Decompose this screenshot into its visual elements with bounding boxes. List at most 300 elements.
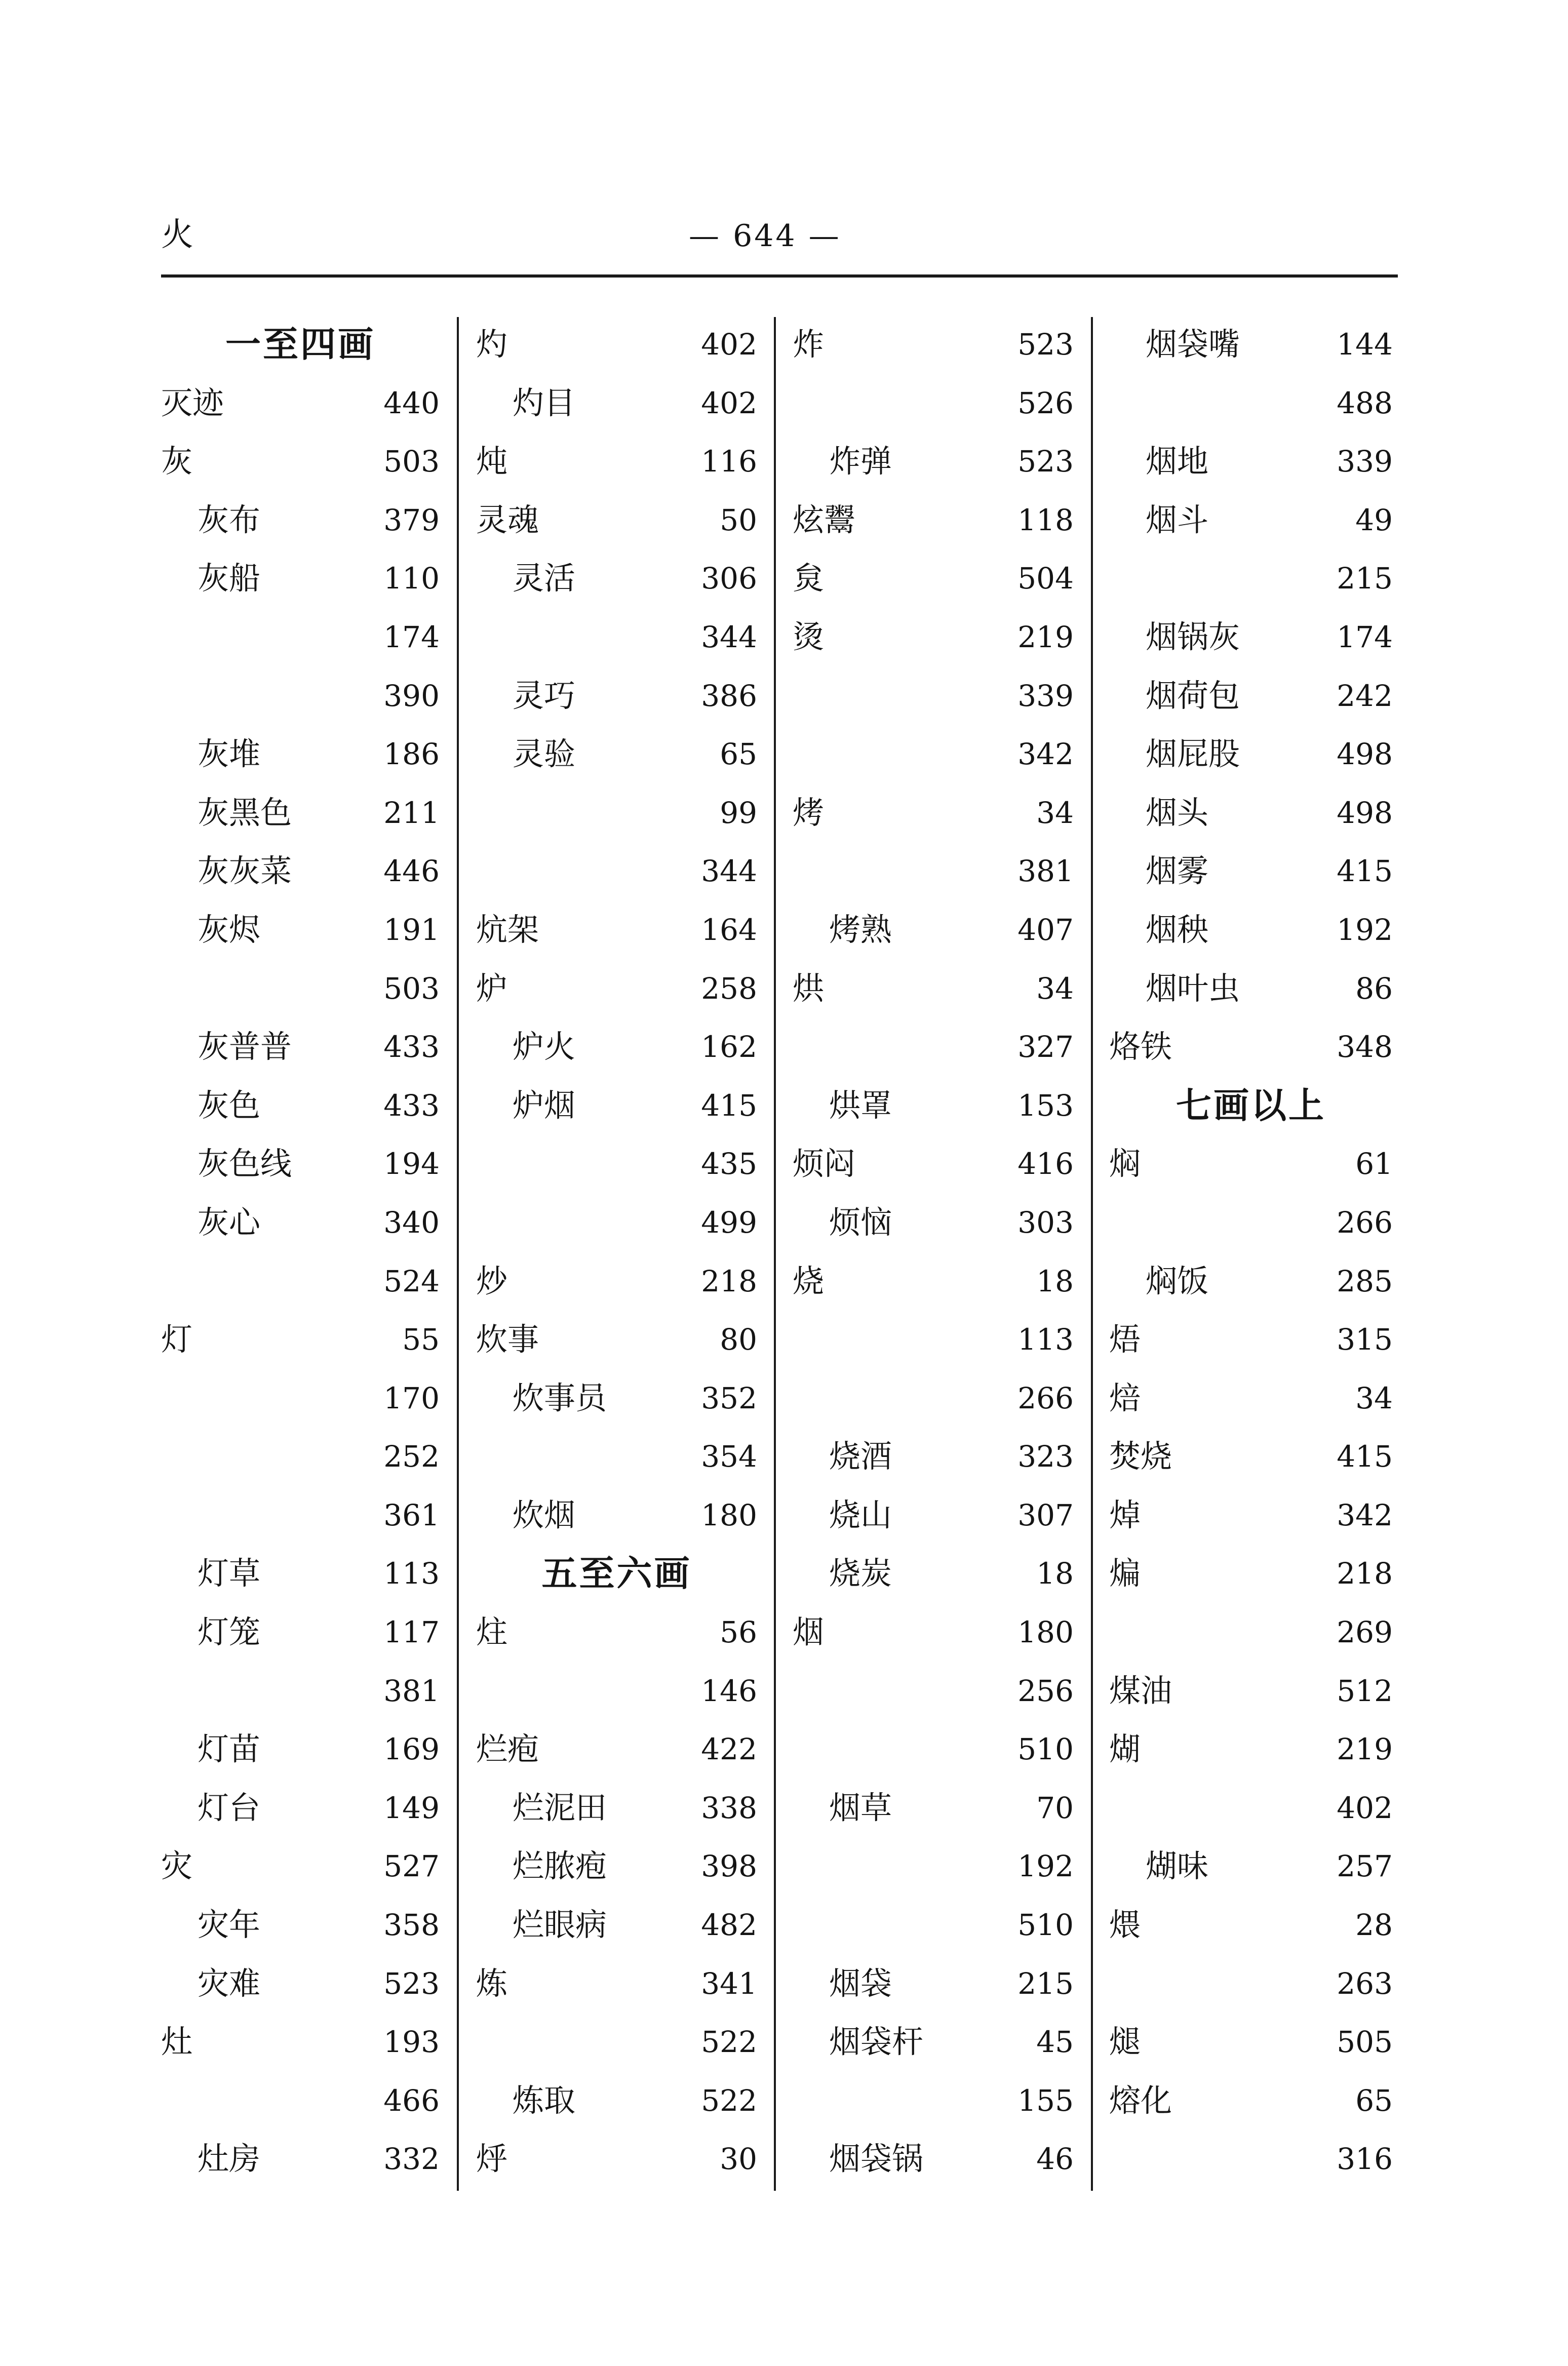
page-reference: 338 [701,1790,757,1825]
page-reference: 28 [1355,1908,1393,1943]
index-entry [793,1896,1074,1954]
page-reference: 256 [1017,1673,1074,1708]
page-reference: 446 [383,854,440,889]
index-entry [161,1193,440,1252]
index-entry [476,1252,757,1311]
index-entry [1109,315,1393,374]
heading-text: 一至四画 [225,324,375,365]
entry-term: 烟雾 [1146,852,1209,890]
entry-term: 灯笼 [198,1613,261,1651]
entry-term: 烦闷 [793,1145,856,1182]
entry-term: 炸弹 [829,443,892,480]
stroke-group-heading [161,315,440,374]
index-entry [476,2013,757,2071]
page-reference: 174 [1337,619,1393,654]
page-reference: 55 [402,1322,440,1357]
entry-term: 炉 [476,969,508,1007]
page-reference: 523 [1017,444,1074,479]
entry-term: 炒 [476,1262,508,1299]
index-entry [793,1954,1074,2013]
index-column-3 [793,315,1074,2199]
index-entry [1109,608,1393,666]
page-reference: 34 [1036,795,1074,830]
page-reference: 34 [1355,1381,1393,1415]
page-reference: 523 [383,1966,440,2001]
entry-term: 炷 [476,1613,508,1651]
entry-term: 灵验 [513,735,576,773]
index-entry [793,374,1074,432]
entry-term: 烟袋杆 [829,2023,924,2061]
page-reference: 269 [1337,1615,1393,1650]
index-entry [161,491,440,549]
index-entry [161,842,440,900]
index-entry [161,725,440,783]
page-reference: 407 [1017,912,1074,947]
index-entry [793,842,1074,900]
index-entry [1109,900,1393,959]
entry-term: 烟屁股 [1146,735,1240,773]
entry-term: 灾年 [198,1906,261,1944]
entry-term: 灯苗 [198,1730,261,1768]
index-entry [161,1837,440,1896]
page-reference: 303 [1017,1205,1074,1240]
page-reference: 433 [383,1088,440,1123]
index-entry [793,725,1074,783]
entry-term: 炕架 [476,911,539,948]
index-entry [161,1954,440,2013]
entry-term: 灾 [161,1847,193,1885]
index-entry [1109,1310,1393,1369]
page-reference: 354 [701,1439,757,1474]
page-reference: 498 [1337,795,1393,830]
index-entry [1109,1720,1393,1779]
index-entry [1109,1896,1393,1954]
index-entry [161,900,440,959]
index-entry [793,1076,1074,1135]
page-reference: 327 [1017,1030,1074,1064]
entry-term: 烟袋锅 [829,2140,924,2178]
entry-term: 焖 [1109,1145,1141,1182]
page-reference: 113 [1017,1322,1074,1357]
index-entry [793,1720,1074,1779]
index-entry [476,432,757,491]
page-reference: 65 [1355,2083,1393,2118]
page-reference: 285 [1337,1264,1393,1298]
index-entry [1109,549,1393,608]
entry-term: 灯草 [198,1555,261,1592]
index-entry [793,1779,1074,1837]
index-entry [793,608,1074,666]
entry-term: 烂脓疱 [513,1847,607,1885]
page-reference: 219 [1337,1732,1393,1767]
page-reference: 174 [383,619,440,654]
page-reference: 512 [1337,1673,1393,1708]
index-entry [1109,1662,1393,1720]
page-reference: 61 [1355,1147,1393,1181]
index-entry [793,1486,1074,1545]
index-entry [476,842,757,900]
index-entry [1109,725,1393,783]
index-entry [161,1134,440,1193]
page-reference: 211 [383,795,440,830]
index-entry [793,900,1074,959]
index-entry [793,549,1074,608]
entry-term: 烟头 [1146,794,1209,831]
index-entry [476,1896,757,1954]
entry-term: 灼目 [513,384,576,421]
index-entry [476,1017,757,1076]
entry-term: 焐 [1109,1321,1141,1358]
index-entry [1109,491,1393,549]
index-entry [793,1369,1074,1428]
page-reference: 153 [1017,1088,1074,1123]
entry-term: 灰色 [198,1086,261,1124]
page-reference: 306 [701,561,757,596]
index-entry [476,725,757,783]
index-entry [161,1076,440,1135]
index-entry [793,1252,1074,1311]
index-entry [793,1837,1074,1896]
page-reference: 180 [1017,1615,1074,1650]
index-entry [1109,842,1393,900]
index-entry [476,1837,757,1896]
page-reference: 504 [1017,561,1074,596]
page-reference: 386 [701,678,757,713]
index-entry [476,1603,757,1662]
entry-term: 烧山 [829,1496,892,1533]
index-entry [476,315,757,374]
page-reference: 315 [1337,1322,1393,1357]
page-reference: 162 [701,1030,757,1064]
entry-term: 烟叶虫 [1146,969,1240,1007]
index-entry [1109,2071,1393,2130]
index-entry [793,315,1074,374]
page-reference: 86 [1355,971,1393,1006]
entry-term: 炱 [793,560,825,597]
index-entry [1109,1837,1393,1896]
page-reference: 352 [701,1381,757,1415]
page-reference: 215 [1337,561,1393,596]
index-entry [476,2130,757,2188]
entry-term: 烀 [476,2140,508,2178]
index-entry [1109,1544,1393,1603]
entry-term: 烟地 [1146,443,1209,480]
page-reference: 498 [1337,737,1393,772]
index-entry [1109,1427,1393,1486]
entry-term: 灰灰菜 [198,852,292,890]
page-reference: 381 [1017,854,1074,889]
index-entry [476,374,757,432]
page-reference: 422 [701,1732,757,1767]
entry-term: 灰心 [198,1203,261,1241]
page-reference: 341 [701,1966,757,2001]
entry-term: 烧酒 [829,1438,892,1475]
stroke-group-heading [476,1544,757,1603]
index-entry [1109,1603,1393,1662]
entry-term: 炊事员 [513,1379,607,1416]
index-entry [161,666,440,725]
page-reference: 526 [1017,385,1074,420]
index-entry [476,1486,757,1545]
index-entry [161,1662,440,1720]
page-reference: 117 [383,1615,440,1650]
index-entry [161,432,440,491]
index-entry [161,1427,440,1486]
index-entry [1109,1779,1393,1837]
page-reference: 415 [1337,1439,1393,1474]
entry-term: 烟草 [829,1789,892,1826]
page-reference: 402 [701,385,757,420]
index-entry [476,549,757,608]
entry-term: 灰烬 [198,911,261,948]
index-entry [793,2071,1074,2130]
entry-term: 炉烟 [513,1086,576,1124]
page-reference: 342 [1337,1497,1393,1532]
index-entry [161,2071,440,2130]
entry-term: 炫鬻 [793,501,856,538]
index-entry [476,2071,757,2130]
page-reference: 70 [1036,1790,1074,1825]
page-reference: 116 [701,444,757,479]
page-reference: 80 [720,1322,757,1357]
heading-text: 七画以上 [1176,1084,1326,1126]
page-reference: 242 [1337,678,1393,713]
index-entry [793,432,1074,491]
entry-term: 灰船 [198,560,261,597]
entry-term: 烟秧 [1146,911,1209,948]
entry-term: 炸 [793,326,825,363]
page-reference: 402 [701,327,757,362]
page-reference: 50 [720,502,757,537]
page-reference: 45 [1036,2025,1074,2060]
index-entry [1109,432,1393,491]
index-entry [1109,2130,1393,2188]
entry-term: 烟 [793,1613,825,1651]
index-entry [161,374,440,432]
entry-term: 熔化 [1109,2081,1172,2119]
page-reference: 435 [701,1147,757,1181]
entry-term: 灰普普 [198,1028,292,1066]
page-reference: 110 [383,561,440,596]
page-reference: 46 [1036,2142,1074,2177]
page-reference: 65 [720,737,757,772]
page-reference: 398 [701,1849,757,1884]
index-entry [161,1896,440,1954]
page-reference: 358 [383,1908,440,1943]
index-entry [161,1779,440,1837]
index-entry [1109,1369,1393,1428]
index-column-4 [1109,315,1393,2199]
entry-term: 烧炭 [829,1555,892,1592]
page-reference: 169 [383,1732,440,1767]
page-reference: 482 [701,1908,757,1943]
page-reference: 524 [383,1264,440,1298]
page-reference: 155 [1017,2083,1074,2118]
index-entry [161,1369,440,1428]
index-entry [476,1310,757,1369]
page-number: — 644 — [689,218,841,254]
entry-term: 焚烧 [1109,1438,1172,1475]
page-reference: 503 [383,444,440,479]
entry-term: 炼取 [513,2081,576,2119]
index-entry [476,1193,757,1252]
index-entry [793,1662,1074,1720]
index-entry [476,491,757,549]
entry-term: 灾难 [198,1964,261,2002]
entry-term: 焖饭 [1146,1262,1209,1299]
entry-term: 灶房 [198,2140,261,2178]
stroke-group-heading [1109,1076,1393,1135]
index-entry [161,783,440,842]
page-reference: 379 [383,502,440,537]
page-reference: 339 [1337,444,1393,479]
index-entry [161,2013,440,2071]
index-entry [793,2013,1074,2071]
page-reference: 307 [1017,1497,1074,1532]
index-entry [793,1603,1074,1662]
page-reference: 523 [1017,327,1074,362]
index-entry [793,1544,1074,1603]
entry-term: 烂眼病 [513,1906,607,1944]
page-reference: 488 [1337,385,1393,420]
entry-term: 烦恼 [829,1203,892,1241]
page-reference: 191 [383,912,440,947]
entry-term: 灵巧 [513,677,576,714]
entry-term: 灵魂 [476,501,539,538]
entry-term: 灯台 [198,1789,261,1826]
entry-term: 煳味 [1146,1847,1209,1885]
page-reference: 440 [383,385,440,420]
entry-term: 焙 [1109,1379,1141,1416]
entry-term: 煨 [1109,1906,1141,1944]
page-reference: 266 [1337,1205,1393,1240]
entry-term: 烟荷包 [1146,677,1240,714]
page-reference: 344 [701,619,757,654]
page-reference: 503 [383,971,440,1006]
entry-term: 炊事 [476,1321,539,1358]
page-reference: 499 [701,1205,757,1240]
entry-term: 烘 [793,969,825,1007]
page-reference: 266 [1017,1381,1074,1415]
page-reference: 416 [1017,1147,1074,1181]
index-entry [161,1017,440,1076]
page-reference: 146 [701,1673,757,1708]
index-entry [793,959,1074,1018]
page-reference: 218 [701,1264,757,1298]
index-entry [793,783,1074,842]
index-entry [161,1544,440,1603]
column-divider [457,317,459,2191]
page-reference: 323 [1017,1439,1074,1474]
index-entry [161,959,440,1018]
page-reference: 390 [383,678,440,713]
column-divider [774,317,776,2191]
index-entry [476,1134,757,1193]
page-reference: 170 [383,1381,440,1415]
entry-term: 灰堆 [198,735,261,773]
index-entry [476,1779,757,1837]
entry-term: 烤 [793,794,825,831]
page-reference: 340 [383,1205,440,1240]
entry-term: 烤熟 [829,911,892,948]
entry-term: 烟袋 [829,1964,892,2002]
index-entry [1109,959,1393,1018]
page-reference: 194 [383,1147,440,1181]
entry-term: 灰 [161,443,193,480]
index-entry [476,900,757,959]
page-reference: 348 [1337,1030,1393,1064]
radical-heading: 火 [161,216,193,254]
page-reference: 339 [1017,678,1074,713]
entry-term: 灰色线 [198,1145,292,1182]
page-reference: 99 [720,795,757,830]
index-entry [793,1427,1074,1486]
index-entry [476,1369,757,1428]
index-entry [161,608,440,666]
page-reference: 49 [1355,502,1393,537]
index-entry [793,1310,1074,1369]
page-reference: 361 [383,1497,440,1532]
entry-term: 煺 [1109,2023,1141,2061]
entry-term: 烫 [793,618,825,655]
entry-term: 灶 [161,2023,193,2061]
entry-term: 烘罩 [829,1086,892,1124]
entry-term: 炊烟 [513,1496,576,1533]
index-entry [1109,1954,1393,2013]
index-entry [793,1134,1074,1193]
page-reference: 180 [701,1497,757,1532]
index-entry [161,1603,440,1662]
entry-term: 烂泥田 [513,1789,607,1826]
index-entry [1109,783,1393,842]
index-entry [476,1076,757,1135]
entry-term: 灭迹 [161,384,224,421]
entry-term: 灼 [476,326,508,363]
entry-term: 炖 [476,443,508,480]
entry-term: 灵活 [513,560,576,597]
index-entry [1109,1486,1393,1545]
index-entry [793,2130,1074,2188]
page-reference: 257 [1337,1849,1393,1884]
page-reference: 113 [383,1556,440,1591]
index-entry [161,1720,440,1779]
index-entry [1109,1252,1393,1311]
index-entry [793,666,1074,725]
page-reference: 218 [1337,1556,1393,1591]
index-entry [476,666,757,725]
index-entry [1109,1017,1393,1076]
index-entry [476,608,757,666]
entry-term: 烟袋嘴 [1146,326,1240,363]
page-reference: 527 [383,1849,440,1884]
index-entry [161,549,440,608]
entry-term: 煤油 [1109,1672,1172,1709]
page-reference: 192 [1337,912,1393,947]
index-entry [161,1310,440,1369]
heading-text: 五至六画 [541,1553,692,1595]
entry-term: 煸 [1109,1555,1141,1592]
page-reference: 415 [1337,854,1393,889]
page-reference: 149 [383,1790,440,1825]
page-reference: 56 [720,1615,757,1650]
entry-term: 炉火 [513,1028,576,1066]
page-reference: 522 [701,2083,757,2118]
index-entry [1109,374,1393,432]
index-entry [793,1017,1074,1076]
page-reference: 252 [383,1439,440,1474]
page-reference: 316 [1337,2142,1393,2177]
page-reference: 505 [1337,2025,1393,2060]
